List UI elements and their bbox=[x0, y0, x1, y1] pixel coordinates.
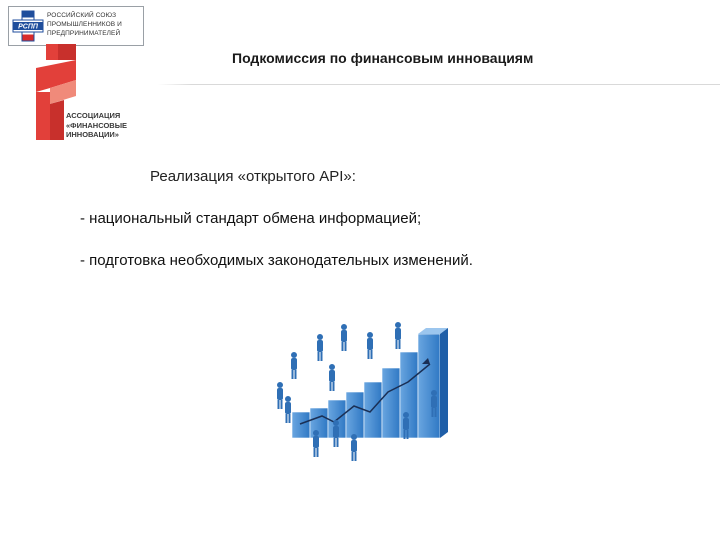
section-subtitle: Реализация «открытого API»: bbox=[150, 168, 356, 185]
rspp-logo bbox=[8, 6, 144, 46]
rspp-logo-text: РОССИЙСКИЙ СОЮЗ ПРОМЫШЛЕННИКОВ И ПРЕДПРИНИМАТЕЛЕЙ bbox=[47, 12, 122, 37]
afi-line-1: АССОЦИАЦИЯ bbox=[66, 111, 121, 120]
afi-logo-text bbox=[66, 111, 127, 140]
bullet-item-1: - национальный стандарт обмена информацией; bbox=[80, 210, 422, 227]
title-divider bbox=[158, 84, 720, 85]
rspp-emblem-label: РСПП bbox=[18, 23, 38, 31]
page-title: Подкомиссия по финансовым инновациям bbox=[232, 50, 534, 66]
afi-line-2: «ФИНАНСОВЫЕ bbox=[66, 120, 128, 130]
afi-line-3: ИННОВАЦИИ» bbox=[66, 130, 119, 139]
business-growth-illustration bbox=[262, 312, 462, 468]
rspp-emblem-icon bbox=[12, 10, 44, 42]
bullet-item-2: - подготовка необходимых законодательных изменений. bbox=[80, 252, 473, 269]
